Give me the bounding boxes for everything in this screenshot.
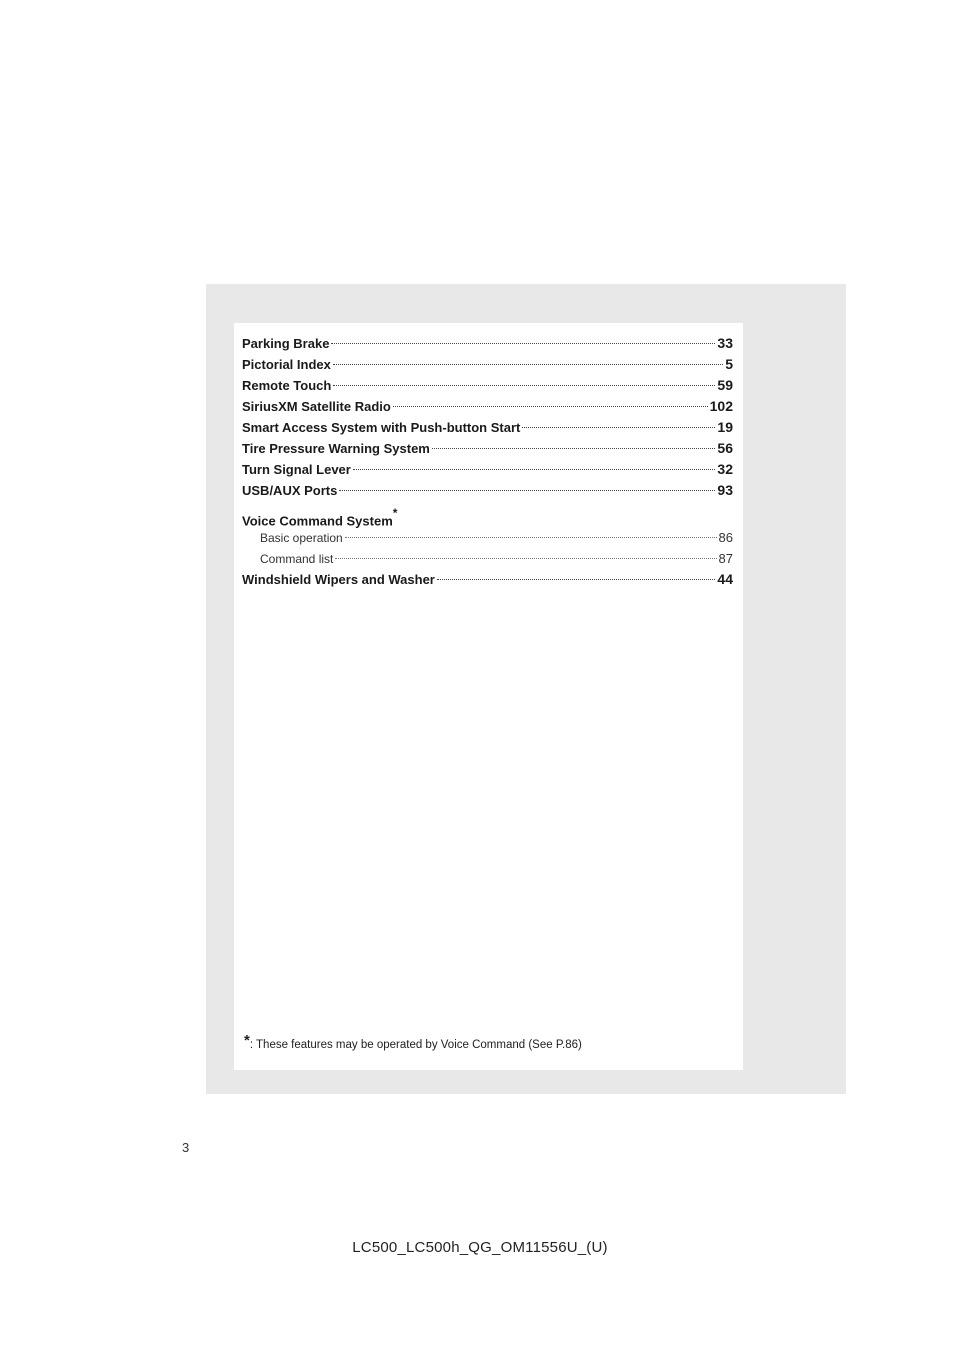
dot-leader bbox=[437, 579, 716, 580]
index-entry-label: Tire Pressure Warning System bbox=[242, 441, 430, 456]
index-entry-parking-brake[interactable] bbox=[242, 333, 733, 354]
index-subentry-label: Basic operation bbox=[260, 531, 343, 545]
index-entry-page: 5 bbox=[725, 356, 733, 372]
index-entry-tire-pressure-warning[interactable] bbox=[242, 438, 733, 459]
index-entry-usb-aux-ports[interactable] bbox=[242, 480, 733, 501]
index-subentry-command-list[interactable] bbox=[242, 548, 733, 569]
dot-leader bbox=[333, 364, 723, 365]
index-subentry-page: 86 bbox=[718, 530, 733, 545]
index-subentry-basic-operation[interactable] bbox=[242, 527, 733, 548]
index-entry-remote-touch[interactable] bbox=[242, 375, 733, 396]
dot-leader bbox=[339, 490, 715, 491]
index-entry-label: Parking Brake bbox=[242, 336, 330, 351]
index-entry-label: Turn Signal Lever bbox=[242, 462, 351, 477]
index-heading-text: Voice Command System bbox=[242, 513, 393, 529]
index-entry-page: 56 bbox=[717, 440, 733, 456]
dot-leader bbox=[353, 469, 716, 470]
dot-leader bbox=[393, 406, 708, 407]
index-entry-page: 59 bbox=[717, 377, 733, 393]
index-entry-label: SiriusXM Satellite Radio bbox=[242, 399, 391, 414]
index-entry-turn-signal-lever[interactable] bbox=[242, 459, 733, 480]
index-subentry-label: Command list bbox=[260, 552, 334, 566]
dot-leader bbox=[345, 537, 717, 538]
index-entry-smart-access-system[interactable] bbox=[242, 417, 733, 438]
asterisk-marker: * bbox=[244, 1032, 250, 1049]
index-entry-label: Remote Touch bbox=[242, 378, 332, 393]
index-entry-pictorial-index[interactable] bbox=[242, 354, 733, 375]
index-subentry-page: 87 bbox=[718, 551, 733, 566]
dot-leader bbox=[331, 343, 715, 344]
dot-leader bbox=[522, 427, 715, 428]
page-number: 3 bbox=[182, 1140, 190, 1155]
dot-leader bbox=[432, 448, 716, 449]
index-list bbox=[242, 333, 733, 590]
index-entry-label: Windshield Wipers and Washer bbox=[242, 572, 435, 587]
document-code: LC500_LC500h_QG_OM11556U_(U) bbox=[352, 1239, 608, 1256]
dot-leader bbox=[333, 385, 715, 386]
index-heading-voice-command-system bbox=[242, 501, 733, 527]
index-entry-label: USB/AUX Ports bbox=[242, 483, 338, 498]
index-entry-page: 102 bbox=[709, 398, 733, 414]
index-entry-page: 19 bbox=[717, 419, 733, 435]
index-entry-label: Pictorial Index bbox=[242, 357, 331, 372]
dot-leader bbox=[335, 558, 716, 559]
index-entry-page: 32 bbox=[717, 461, 733, 477]
index-entry-page: 93 bbox=[717, 482, 733, 498]
asterisk-marker: * bbox=[392, 506, 398, 520]
index-entry-page: 33 bbox=[717, 335, 733, 351]
footnote-text: : These features may be operated by Voice Command (See P.86) bbox=[249, 1039, 582, 1051]
index-box bbox=[234, 323, 743, 1070]
index-entry-windshield-wipers[interactable] bbox=[242, 569, 733, 590]
index-entry-siriusxm-radio[interactable] bbox=[242, 396, 733, 417]
index-entry-label: Smart Access System with Push-button Start bbox=[242, 420, 521, 435]
footnote bbox=[244, 1032, 582, 1052]
index-entry-page: 44 bbox=[717, 571, 733, 587]
